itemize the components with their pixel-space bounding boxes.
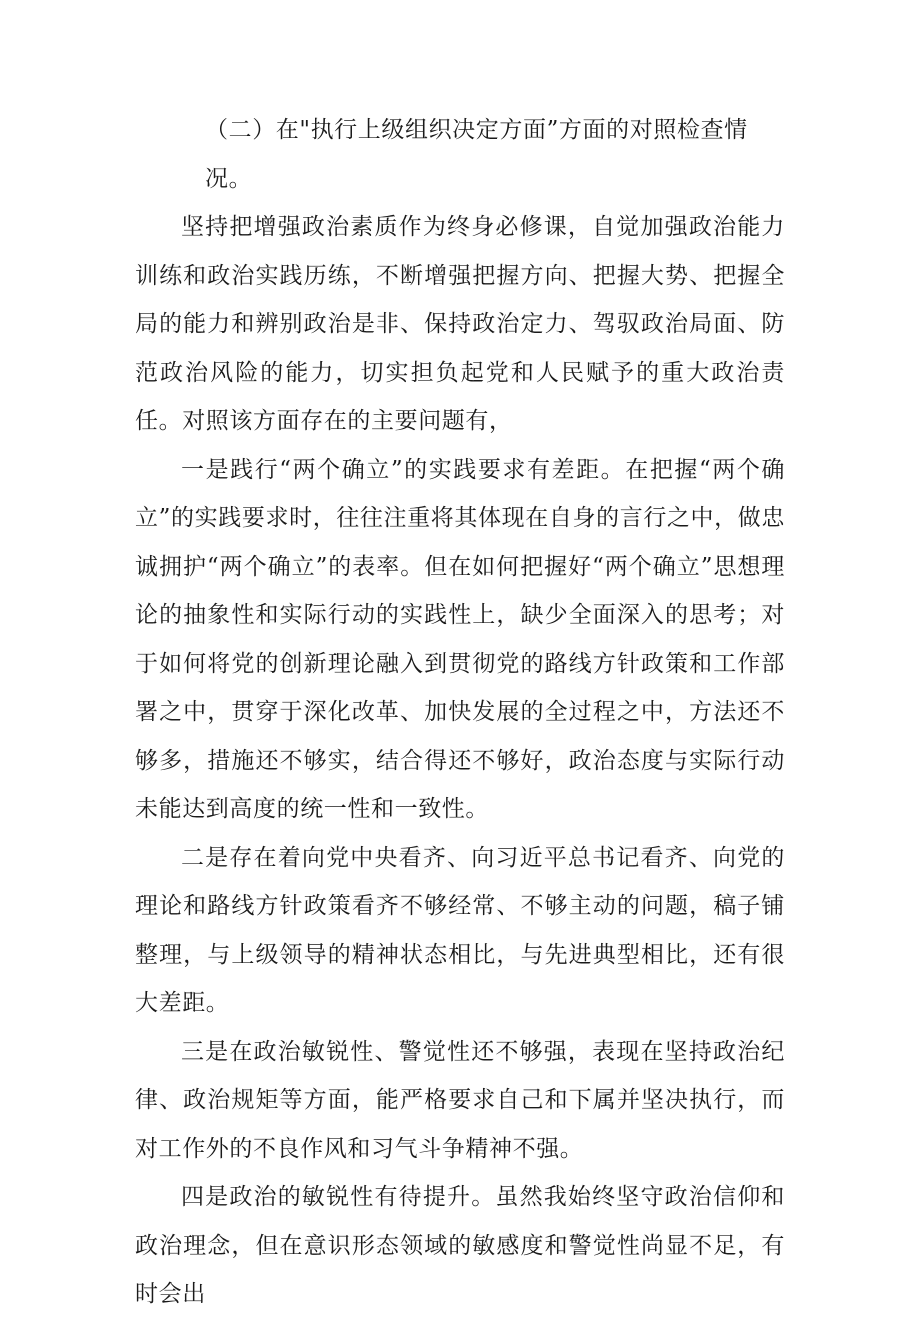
issue-one-paragraph: 一是践行“两个确立”的实践要求有差距。在把握“两个确立”的实践要求时，往往注重将其体现在自身的言行之中，做忠诚拥护“两个确立”的表率。但在如何把握好“两个确立”思想理论的抽象性和实际行动的实践性上，缺少全面深入的思考；对于如何将党的创新理论融入到贯彻党的路线方针政策和工作部署之中，贯穿于深化改革、加快发展的全过程之中，方法还不够多，措施还不够实，结合得还不够好，政治态度与实际行动未能达到高度的统一性和一致性。: [135, 456, 785, 822]
issue-four-paragraph: 四是政治的敏锐性有待提升。虽然我始终坚守政治信仰和政治理念，但在意识形态领域的敏感度和警觉性尚显不足，有时会出: [135, 1184, 785, 1307]
section-heading: （二）在"执行上级组织决定方面”方面的对照检查情况。: [205, 117, 748, 192]
issue-two-paragraph: 二是存在着向党中央看齐、向习近平总书记看齐、向党的理论和路线方针政策看齐不够经常、不够主动的问题，稿子铺整理，与上级领导的精神状态相比，与先进典型相比，还有很大差距。: [135, 844, 785, 1016]
issue-three-paragraph: 三是在政治敏锐性、警觉性还不够强，表现在坚持政治纪律、政治规矩等方面，能严格要求自己和下属并坚决执行，而对工作外的不良作风和习气斗争精神不强。: [135, 1038, 785, 1162]
intro-paragraph: 坚持把增强政治素质作为终身必修课，自觉加强政治能力训练和政治实践历练，不断增强把握方向、把握大势、把握全局的能力和辨别政治是非、保持政治定力、驾驭政治局面、防范政治风险的能力，切实担负起党和人民赋予的重大政治责任。对照该方面存在的主要问题有，: [135, 214, 785, 434]
document-body: [135, 106, 785, 1319]
